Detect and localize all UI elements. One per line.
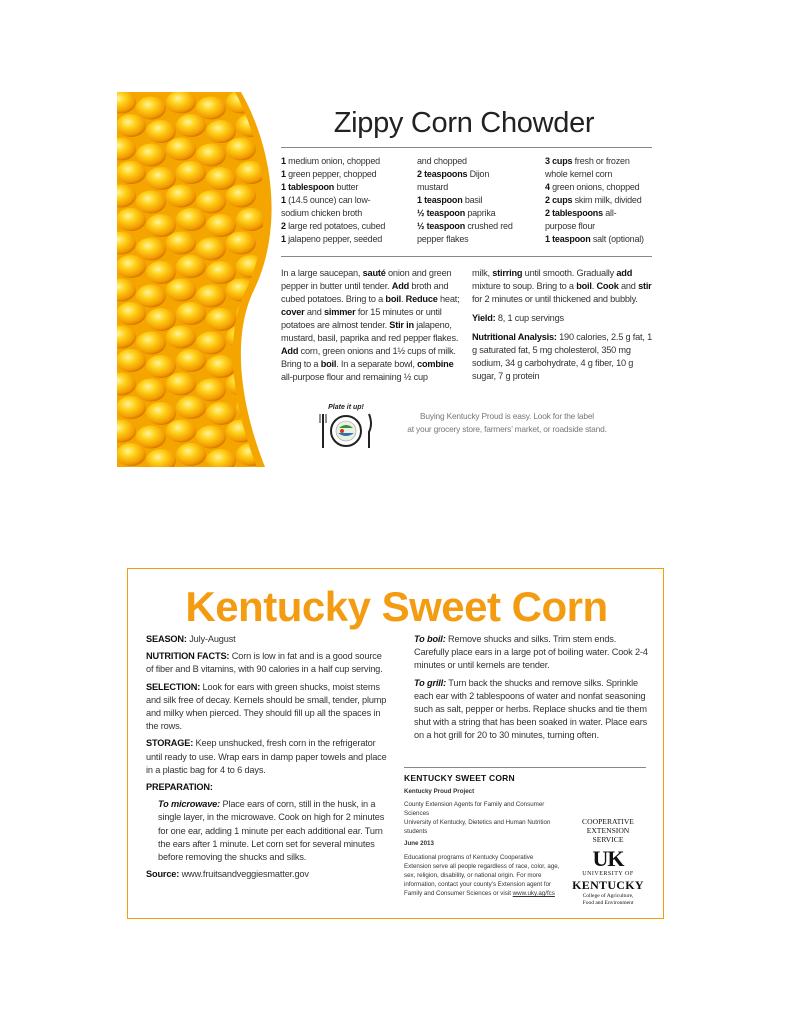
ingredient-text: paprika xyxy=(465,208,496,218)
corn-kernel xyxy=(226,138,256,161)
ingredient-line xyxy=(281,194,407,207)
direction-text: for 2 minutes or until thickened and bubbly. xyxy=(472,294,638,304)
ingredient-line xyxy=(281,168,407,181)
direction-verb: Add xyxy=(281,346,299,356)
direction-text: . In a separate bowl, xyxy=(336,359,418,369)
corn-kernel xyxy=(196,379,226,402)
ingredient-text: all- xyxy=(602,208,617,218)
uk-extension-logo xyxy=(568,817,648,907)
ingredient-text: fresh or frozen xyxy=(572,156,630,166)
corn-kernel xyxy=(117,114,146,137)
corn-kernel xyxy=(166,232,196,255)
source-label: Source: xyxy=(146,869,180,880)
corn-kernel xyxy=(196,426,226,449)
corn-kernel xyxy=(206,402,236,425)
plate-it-up-logo xyxy=(311,400,381,452)
corn-kernel xyxy=(176,396,206,419)
ingredient-text: skim milk, divided xyxy=(572,195,642,205)
corn-kernel xyxy=(176,349,206,372)
plate-logo-text: Plate it up! xyxy=(328,404,364,411)
boil-text: Remove shucks and silks. Trim stem ends. Carefully place ears in a large pot of boiling water. Cook 2-4 minutes or until kernels are tender. xyxy=(414,634,648,671)
grill-text: Turn back the shucks and remove silks. Sprinkle each ear with 2 tablespoons of water and nonfat seasoning such as salt, pepper or herbs. Replace shucks and tie them shut with a string that has been soaked in water. Place ears on a hot grill for 20 to 30 minutes, turning often. xyxy=(414,677,648,741)
sweet-corn-left-column xyxy=(146,633,389,885)
ingredient-text: jalapeno pepper, seeded xyxy=(285,234,383,244)
preparation-heading xyxy=(146,781,389,794)
ingredient-text: mustard xyxy=(417,182,449,192)
microwave-instructions xyxy=(146,798,389,864)
direction-text: and xyxy=(618,281,639,291)
direction-text: mixture to soup. Bring to a xyxy=(472,281,577,291)
ingredient-text: and chopped xyxy=(417,156,467,166)
credits-link[interactable]: www.uky.ag/fcs xyxy=(512,890,555,897)
direction-text: milk, xyxy=(472,268,493,278)
corn-kernel xyxy=(206,120,236,143)
storage xyxy=(146,737,389,777)
storage-label: STORAGE: xyxy=(146,738,194,749)
corn-kernel xyxy=(136,97,166,120)
corn-kernel xyxy=(176,255,206,278)
sweet-corn-card xyxy=(127,568,664,919)
uk-kentucky: KENTUCKY xyxy=(572,878,644,892)
corn-kernel xyxy=(176,443,206,466)
ingredient-line xyxy=(545,233,660,246)
corn-kernel xyxy=(146,120,176,143)
direction-verb: sauté xyxy=(362,268,386,278)
corn-kernel xyxy=(136,426,166,449)
ingredient-text: large red potatoes, cubed xyxy=(285,221,386,231)
direction-text: . xyxy=(400,294,406,304)
credits-block xyxy=(404,774,560,898)
kentucky-proud-note xyxy=(387,410,627,436)
selection-text: Look for ears with green shucks, moist stems and silk free of decay. Kernels should be small, tender, plump and milky when pierced. They should fill up all the spaces in the rows. xyxy=(146,681,387,732)
nutrition-facts-text: Corn is low in fat and is a good source of fiber and B vitamins, with 90 calories in a half cup serving. xyxy=(146,651,383,675)
corn-kernel xyxy=(176,114,206,137)
season-line xyxy=(146,633,389,646)
ces-line-2: EXTENSION xyxy=(586,826,630,835)
corn-kernel xyxy=(146,261,176,284)
uk-college-line-2: Food and Environment xyxy=(582,900,634,906)
direction-text: In a large saucepan, xyxy=(281,268,363,278)
direction-verb: boil xyxy=(320,359,337,369)
direction-text: jalapeno, mustard, basil, paprika and red pepper flakes. xyxy=(281,320,459,343)
ingredient-amount: 1 xyxy=(281,234,286,244)
direction-text: heat; xyxy=(437,294,460,304)
corn-kernel xyxy=(196,144,226,167)
ingredient-line xyxy=(417,181,535,194)
uk-college xyxy=(570,893,646,907)
ingredient-text: sodium chicken broth xyxy=(281,208,363,218)
corn-kernel xyxy=(146,214,176,237)
direction-text: for 15 minutes or until potatoes are almost tender. xyxy=(281,307,442,330)
ingredient-line xyxy=(417,155,535,168)
storage-text: Keep unshucked, fresh corn in the refrigerator until ready to use. Wrap ears in damp paper towels and place in a plastic bag for 4 to 6 days. xyxy=(146,738,387,775)
corn-kernel xyxy=(146,308,176,331)
corn-kernel xyxy=(136,379,166,402)
corn-kernel xyxy=(117,255,146,278)
credits-date: June 2013 xyxy=(404,840,434,847)
ces-line-1: COOPERATIVE xyxy=(582,817,634,826)
corn-kernel xyxy=(206,167,236,190)
ingredient-line xyxy=(417,207,535,220)
ingredient-line xyxy=(545,168,660,181)
nutrition-facts-label: NUTRITION FACTS: xyxy=(146,651,230,662)
season-label: SEASON: xyxy=(146,634,187,644)
credits-statement-text: Educational programs of Kentucky Cooperative Extension serve all people regardless of race, color, age, sex, religion, disability, or national origin. For more information, contact your county’s Extension agent for Family and Consumer Sciences or visit xyxy=(404,854,560,897)
corn-kernel xyxy=(176,208,206,231)
ingredients-divider xyxy=(281,256,652,257)
ingredients-column-1 xyxy=(281,155,407,246)
corn-kernel xyxy=(196,97,226,120)
uk-college-line-1: College of Agriculture, xyxy=(582,893,634,899)
ingredient-line xyxy=(281,181,407,194)
direction-verb: Cook xyxy=(596,281,619,291)
corn-kernel xyxy=(226,185,256,208)
season-value: July-August xyxy=(186,634,236,644)
selection-label: SELECTION: xyxy=(146,681,201,692)
corn-kernel xyxy=(196,191,226,214)
uk-university-of: UNIVERSITY OF xyxy=(582,871,634,877)
direction-text: until smooth. Gradually xyxy=(522,268,617,278)
corn-kernel xyxy=(117,349,146,372)
direction-text: and xyxy=(304,307,324,317)
corn-kernel xyxy=(166,420,196,443)
ingredient-line xyxy=(545,207,660,220)
boil-instructions xyxy=(414,633,649,673)
ingredient-text: purpose flour xyxy=(545,221,595,231)
ingredient-line xyxy=(281,233,407,246)
direction-verb: add xyxy=(616,268,633,278)
corn-kernel xyxy=(166,326,196,349)
corn-kernel xyxy=(117,161,146,184)
ingredient-amount: 3 cups xyxy=(545,156,573,166)
direction-text: . xyxy=(591,281,597,291)
ingredient-text: basil xyxy=(462,195,483,205)
ingredient-line xyxy=(281,220,407,233)
corn-kernel xyxy=(196,285,226,308)
directions-column-1 xyxy=(281,267,466,390)
ingredient-amount: 1 teaspoon xyxy=(545,234,591,244)
corn-kernel xyxy=(166,138,196,161)
sweet-corn-title: Kentucky Sweet Corn xyxy=(185,583,608,630)
corn-kernel xyxy=(196,238,226,261)
kentucky-proud-note-line-1: Buying Kentucky Proud is easy. Look for the label xyxy=(420,411,594,421)
source-line xyxy=(146,868,389,881)
ces-line-3: SERVICE xyxy=(592,835,624,844)
ingredient-text: green onions, chopped xyxy=(549,182,640,192)
ingredient-text: salt (optional) xyxy=(590,234,644,244)
nutrition-facts xyxy=(146,650,389,676)
ingredient-text: whole kernel corn xyxy=(545,169,613,179)
ingredient-amount: 1 xyxy=(281,195,286,205)
credits-heading: KENTUCKY SWEET CORN xyxy=(404,773,515,783)
corn-kernel xyxy=(117,208,146,231)
direction-verb: boil xyxy=(576,281,592,291)
corn-kernel xyxy=(206,261,236,284)
directions-text-1 xyxy=(281,267,466,384)
corn-kernel xyxy=(196,332,226,355)
ingredient-amount: 1 xyxy=(281,169,286,179)
direction-text: corn, green onions and 1½ cups of milk. Bring to a xyxy=(281,346,456,369)
ingredient-amount: 4 xyxy=(545,182,550,192)
ingredient-text: (14.5 ounce) can low- xyxy=(285,195,371,205)
yield-label: Yield: xyxy=(472,313,496,323)
corn-kernel xyxy=(117,443,146,466)
credits-agents: County Extension Agents for Family and Consumer Sciences xyxy=(404,801,545,817)
corn-kernel xyxy=(166,373,196,396)
preparation-label: PREPARATION: xyxy=(146,782,213,793)
microwave-text: Place ears of corn, still in the husk, in a single layer, in the microwave. Cook on high for 2 minutes for one ear, adding 1 minute per each additional ear. Turn the ears after 1 minute. Let corn set for several minutes before removing the shucks and silks. xyxy=(158,799,385,863)
corn-kernel xyxy=(206,308,236,331)
corn-kernel xyxy=(146,167,176,190)
corn-kernel xyxy=(206,214,236,237)
credits-students: University of Kentucky, Dietetics and Human Nutrition students xyxy=(404,819,551,835)
direction-text: onion and green pepper in butter until tender. xyxy=(281,268,452,291)
yield-line xyxy=(472,312,652,325)
ingredient-line xyxy=(417,220,535,233)
corn-kernel xyxy=(146,355,176,378)
corn-kernel xyxy=(146,402,176,425)
direction-text: all-purpose flour and remaining ½ cup xyxy=(281,372,428,382)
direction-verb: Add xyxy=(391,281,410,291)
ingredient-line xyxy=(417,194,535,207)
boil-label: To boil: xyxy=(414,634,446,644)
corn-kernel xyxy=(136,332,166,355)
ingredient-text: medium onion, chopped xyxy=(285,156,380,166)
ingredient-text: Dijon xyxy=(467,169,490,179)
ingredient-text: green pepper, chopped xyxy=(285,169,377,179)
ingredient-line xyxy=(545,181,660,194)
corn-kernel xyxy=(136,285,166,308)
source-value: www.fruitsandveggiesmatter.gov xyxy=(179,869,309,880)
ingredient-amount: 2 cups xyxy=(545,195,573,205)
title-divider xyxy=(281,147,652,148)
directions-column-2 xyxy=(472,267,652,389)
recipe-title: Zippy Corn Chowder xyxy=(333,107,595,139)
credits-project: Kentucky Proud Project xyxy=(404,788,475,795)
nutritional-analysis xyxy=(472,331,652,383)
direction-verb: simmer xyxy=(323,307,356,317)
credits-statement xyxy=(404,853,560,898)
ingredients-column-2 xyxy=(417,155,535,246)
ingredient-amount: ½ teaspoon xyxy=(417,221,466,231)
corn-kernel xyxy=(226,232,256,255)
ingredient-amount: 1 teaspoon xyxy=(417,195,463,205)
directions-text-2 xyxy=(472,267,652,306)
microwave-label: To microwave: xyxy=(158,799,221,810)
uk-mark: UK xyxy=(592,846,624,871)
ingredient-line xyxy=(545,194,660,207)
ingredient-amount: ½ teaspoon xyxy=(417,208,466,218)
grill-instructions xyxy=(414,677,649,743)
direction-verb: Stir in xyxy=(389,320,414,330)
direction-verb: Reduce xyxy=(405,294,438,304)
corn-kernel xyxy=(166,279,196,302)
sweet-corn-right-column xyxy=(414,633,649,747)
ingredient-amount: 2 teaspoons xyxy=(417,169,468,179)
ingredient-line xyxy=(545,220,660,233)
ingredient-text: crushed red xyxy=(465,221,513,231)
nutrition-value: 190 calories, 2.5 g fat, 1 g saturated fat, 5 mg cholesterol, 350 mg sodium, 34 g carbohydrate, 4 g fiber, 10 g sugar, 7 g protein xyxy=(472,332,653,381)
recipe-card xyxy=(117,92,653,467)
corn-kernel xyxy=(136,238,166,261)
ingredient-amount: 2 tablespoons xyxy=(545,208,603,218)
ingredient-text: butter xyxy=(334,182,359,192)
corn-cob-image xyxy=(117,92,277,467)
ingredient-amount: 2 xyxy=(281,221,286,231)
ingredients-column-3 xyxy=(545,155,660,246)
direction-verb: boil xyxy=(385,294,401,304)
corn-kernel xyxy=(136,144,166,167)
ingredient-line xyxy=(281,155,407,168)
direction-verb: combine xyxy=(417,359,454,369)
ingredient-line xyxy=(545,155,660,168)
ingredient-line xyxy=(417,168,535,181)
uk-logo xyxy=(570,848,646,907)
nutrition-label: Nutritional Analysis: xyxy=(472,332,557,342)
direction-verb: stirring xyxy=(492,268,523,278)
kentucky-proud-note-line-2: at your grocery store, farmers’ market, or roadside stand. xyxy=(407,424,607,434)
credits-divider xyxy=(404,767,646,768)
ingredient-amount: 1 xyxy=(281,156,286,166)
grill-label: To grill: xyxy=(414,677,446,688)
ingredient-line xyxy=(417,233,535,246)
corn-kernel xyxy=(166,185,196,208)
corn-kernel xyxy=(117,302,146,325)
corn-kernel xyxy=(176,161,206,184)
ingredient-text: pepper flakes xyxy=(417,234,469,244)
direction-verb: stir xyxy=(638,281,652,291)
selection xyxy=(146,681,389,734)
yield-value: 8, 1 cup servings xyxy=(495,313,564,323)
corn-kernel xyxy=(136,191,166,214)
corn-kernel xyxy=(176,302,206,325)
direction-verb: cover xyxy=(281,307,305,317)
ingredient-amount: 1 tablespoon xyxy=(281,182,335,192)
ingredient-line xyxy=(281,207,407,220)
corn-kernel xyxy=(206,355,236,378)
direction-text: broth and cubed potatoes. Bring to a xyxy=(281,281,449,304)
corn-kernel xyxy=(236,208,266,231)
corn-kernel xyxy=(117,396,146,419)
